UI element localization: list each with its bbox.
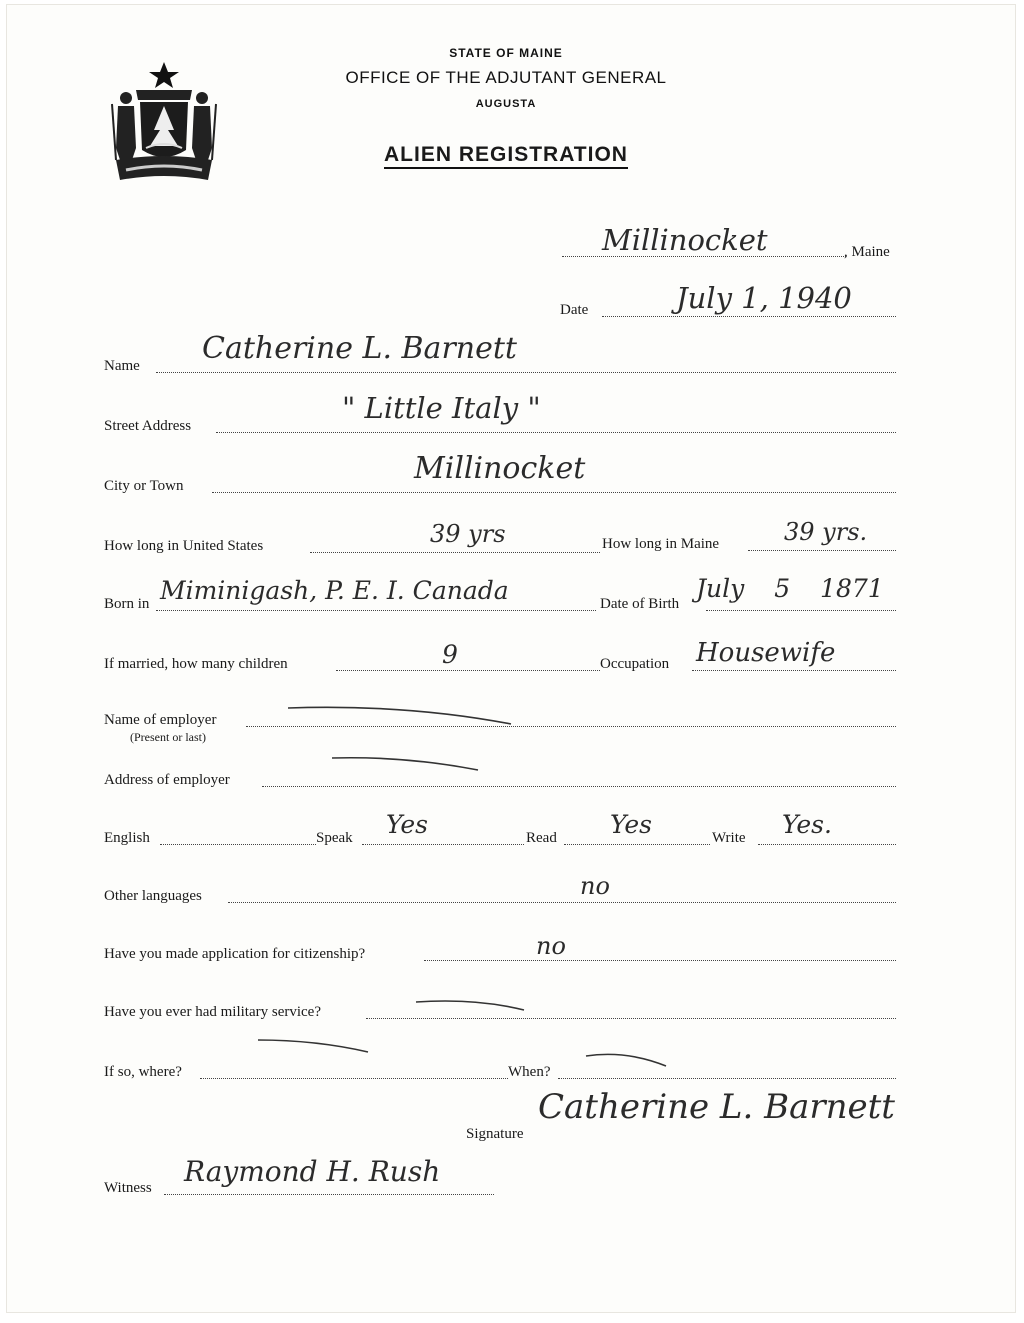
- office-heading: OFFICE OF THE ADJUTANT GENERAL: [345, 68, 667, 87]
- date-value: July 1, 1940: [676, 281, 852, 315]
- where-label: If so, where?: [104, 1064, 182, 1080]
- location-value: Millinocket: [602, 223, 768, 257]
- witness-label: Witness: [104, 1180, 152, 1196]
- english-label: English: [104, 830, 150, 846]
- occupation-label: Occupation: [600, 656, 670, 672]
- speak-value: Yes: [386, 810, 428, 839]
- read-label: Read: [526, 830, 557, 846]
- how-long-maine-label: How long in Maine: [602, 536, 720, 552]
- signature-value: Catherine L. Barnett: [538, 1087, 895, 1127]
- children-value: 9: [442, 640, 458, 669]
- speak-label: Speak: [316, 830, 353, 846]
- state-heading: STATE OF MAINE: [449, 46, 563, 60]
- pen-dash-strokes: [6, 4, 1016, 1313]
- street-value: " Little Italy ": [342, 391, 541, 425]
- name-label: Name: [104, 358, 140, 374]
- read-value: Yes: [610, 810, 652, 839]
- dob-value: July 5 1871: [696, 574, 884, 603]
- how-long-us-value: 39 yrs: [430, 520, 506, 548]
- children-label: If married, how many children: [104, 656, 288, 672]
- write-value: Yes.: [782, 810, 832, 839]
- write-label: Write: [712, 830, 746, 846]
- signature-label: Signature: [466, 1126, 524, 1142]
- city-value: Millinocket: [414, 451, 586, 486]
- registration-form: [6, 4, 1016, 1313]
- name-value: Catherine L. Barnett: [202, 331, 517, 366]
- citizenship-value: no: [536, 932, 566, 960]
- other-languages-value: no: [580, 872, 610, 900]
- born-in-label: Born in: [104, 596, 150, 612]
- when-label: When?: [508, 1064, 551, 1080]
- employer-name-label: Name of employer: [104, 712, 217, 728]
- street-label: Street Address: [104, 418, 192, 434]
- form-title: ALIEN REGISTRATION: [306, 143, 706, 167]
- how-long-us-label: How long in United States: [104, 538, 264, 554]
- city-label: City or Town: [104, 478, 184, 494]
- date-label: Date: [560, 302, 589, 318]
- location-suffix: , Maine: [844, 244, 890, 260]
- military-label: Have you ever had military service?: [104, 1004, 321, 1020]
- how-long-maine-value: 39 yrs.: [784, 518, 868, 546]
- employer-name-sublabel: (Present or last): [130, 730, 206, 744]
- dob-label: Date of Birth: [600, 596, 680, 612]
- city-heading: AUGUSTA: [475, 98, 537, 110]
- other-languages-label: Other languages: [104, 888, 202, 904]
- citizenship-label: Have you made application for citizenship?: [104, 946, 366, 962]
- occupation-value: Housewife: [696, 638, 836, 668]
- employer-address-label: Address of employer: [104, 772, 230, 788]
- born-in-value: Miminigash, P. E. I. Canada: [160, 576, 509, 605]
- witness-value: Raymond H. Rush: [184, 1155, 441, 1188]
